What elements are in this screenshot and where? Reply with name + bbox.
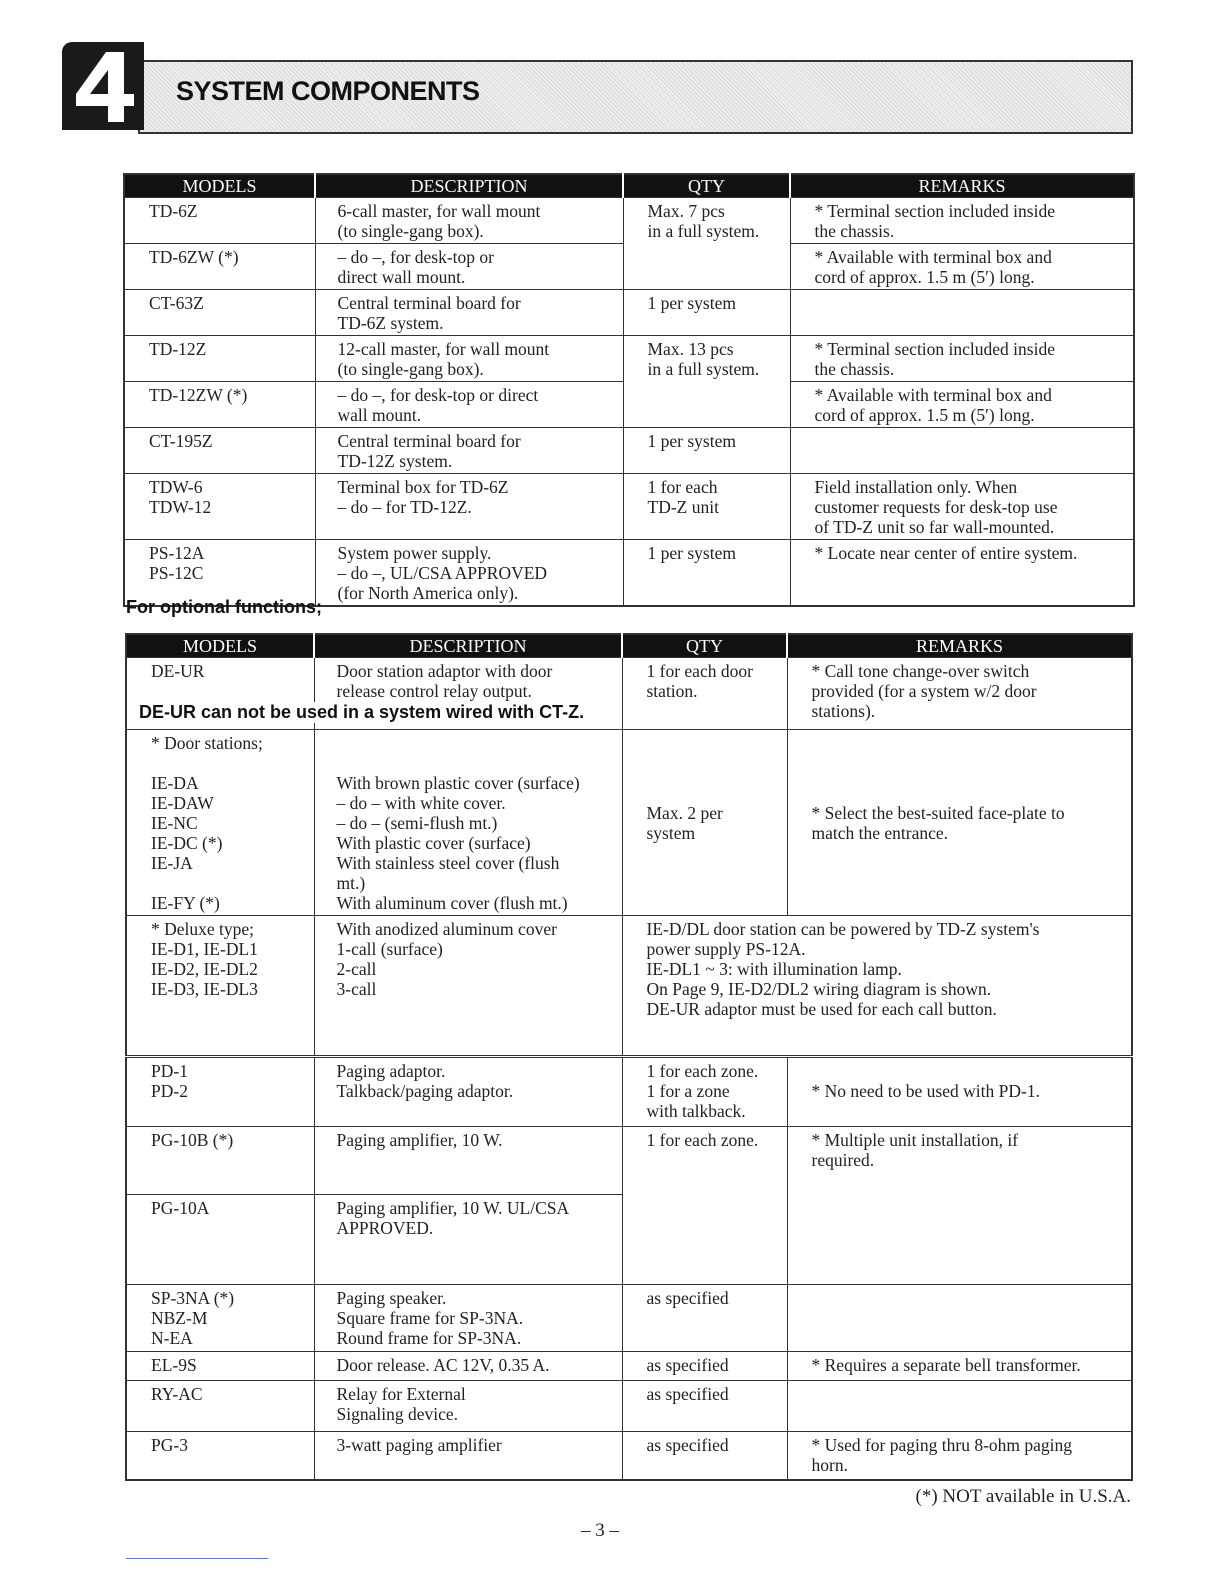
model-cell: TDW-6 TDW-12 — [124, 474, 315, 540]
remarks-cell — [787, 1381, 1132, 1432]
de-ur-warning: DE-UR can not be used in a system wired with CT-Z. — [139, 702, 585, 722]
qty-cell: 1 for each zone. 1 for a zone with talkback. — [622, 1057, 787, 1127]
section-number-glyph — [62, 42, 144, 130]
description-cell: Door release. AC 12V, 0.35 A. — [314, 1352, 622, 1381]
qty-cell: as specified — [622, 1381, 787, 1432]
table-row — [126, 1432, 1132, 1480]
description-cell: – do –, for desk-top or direct wall mount. — [315, 244, 623, 290]
section-number-badge — [62, 42, 144, 130]
model-cell: SP-3NA (*) NBZ-M N-EA — [126, 1285, 314, 1352]
model-cell: CT-195Z — [124, 428, 315, 474]
qty-cell: as specified — [622, 1432, 787, 1480]
page-number: – 3 – — [581, 1520, 619, 1541]
description-cell: Door station adaptor with door release control relay output. — [314, 658, 622, 730]
remarks-cell: * Call tone change-over switch provided (for a system w/2 door stations). — [787, 658, 1132, 730]
model-cell: EL-9S — [126, 1352, 314, 1381]
description-cell: Paging amplifier, 10 W. — [314, 1127, 622, 1195]
model-cell: * Deluxe type; IE-D1, IE-DL1 IE-D2, IE-DL2 IE-D3, IE-DL3 — [126, 916, 314, 1057]
remarks-cell: * No need to be used with PD-1. — [787, 1057, 1132, 1127]
qty-cell: 1 for each TD-Z unit — [623, 474, 790, 540]
col-header-description: DESCRIPTION — [314, 634, 622, 658]
qty-cell: 1 per system — [623, 540, 790, 607]
remarks-cell: * Available with terminal box and cord of approx. 1.5 m (5′) long. — [790, 244, 1134, 290]
remarks-cell: * Terminal section included inside the chassis. — [790, 198, 1134, 244]
remarks-cell: * Terminal section included inside the chassis. — [790, 336, 1134, 382]
col-header-description: DESCRIPTION — [315, 174, 623, 198]
remarks-cell — [787, 1285, 1132, 1352]
qty-cell: 1 for each door station. — [622, 658, 787, 730]
table-row — [124, 474, 1134, 540]
table-row — [126, 1285, 1132, 1352]
description-cell: Paging adaptor. Talkback/paging adaptor. — [314, 1057, 622, 1127]
description-cell: With anodized aluminum cover 1-call (surface) 2-call 3-call — [314, 916, 622, 1057]
remarks-cell: * Multiple unit installation, if required. — [787, 1127, 1132, 1285]
description-cell: Central terminal board for TD-12Z system. — [315, 428, 623, 474]
col-header-qty: QTY — [623, 174, 790, 198]
table-row — [124, 290, 1134, 336]
qty-cell: as specified — [622, 1352, 787, 1381]
col-header-models: MODELS — [124, 174, 315, 198]
table-row — [126, 1127, 1132, 1195]
table-row — [126, 1352, 1132, 1381]
description-cell: With brown plastic cover (surface) – do – with white cover. – do – (semi-flush mt.) With plastic cover (surface) With stainless steel cover (flush mt.) With aluminum cover (flush mt.) — [314, 730, 622, 916]
model-cell: RY-AC — [126, 1381, 314, 1432]
table-row — [126, 730, 1132, 916]
description-cell: Paging speaker. Square frame for SP-3NA. Round frame for SP-3NA. — [314, 1285, 622, 1352]
model-cell: TD-12ZW (*) — [124, 382, 315, 428]
qty-cell: as specified — [622, 1285, 787, 1352]
description-cell: – do –, for desk-top or direct wall mount. — [315, 382, 623, 428]
description-cell: Relay for External Signaling device. — [314, 1381, 622, 1432]
qty-cell: 1 per system — [623, 428, 790, 474]
table-row — [124, 428, 1134, 474]
col-header-models: MODELS — [126, 634, 314, 658]
model-cell: PG-10B (*) — [126, 1127, 314, 1195]
table-row — [124, 198, 1134, 244]
table-header-row — [126, 634, 1132, 658]
remarks-cell — [790, 428, 1134, 474]
table-row — [126, 1381, 1132, 1432]
col-header-remarks: REMARKS — [790, 174, 1134, 198]
table-row — [124, 336, 1134, 382]
table-row — [126, 1057, 1132, 1127]
section-title: SYSTEM COMPONENTS — [176, 76, 480, 106]
model-cell: TD-6Z — [124, 198, 315, 244]
model-cell: PG-10A — [126, 1195, 314, 1285]
description-cell: 3-watt paging amplifier — [314, 1432, 622, 1480]
description-cell: 6-call master, for wall mount (to single-gang box). — [315, 198, 623, 244]
model-cell: * Door stations; IE-DA IE-DAW IE-NC IE-DC (*) IE-JA IE-FY (*) — [126, 730, 314, 916]
qty-cell: 1 per system — [623, 290, 790, 336]
remarks-cell: * Select the best-suited face-plate to match the entrance. — [787, 730, 1132, 916]
remarks-cell — [790, 290, 1134, 336]
optional-components-table — [125, 633, 1133, 1481]
optional-functions-label: For optional functions; — [126, 597, 322, 617]
model-cell: TD-6ZW (*) — [124, 244, 315, 290]
col-header-qty: QTY — [622, 634, 787, 658]
table-row — [126, 916, 1132, 1057]
remarks-cell: * Used for paging thru 8-ohm paging horn. — [787, 1432, 1132, 1480]
model-cell: CT-63Z — [124, 290, 315, 336]
remarks-cell: * Requires a separate bell transformer. — [787, 1352, 1132, 1381]
description-cell: 12-call master, for wall mount (to single-gang box). — [315, 336, 623, 382]
col-header-remarks: REMARKS — [787, 634, 1132, 658]
description-cell: System power supply. – do –, UL/CSA APPROVED (for North America only). — [315, 540, 623, 607]
remarks-cell: Field installation only. When customer requests for desk-top use of TD-Z unit so far wall-mounted. — [790, 474, 1134, 540]
description-cell: Paging amplifier, 10 W. UL/CSA APPROVED. — [314, 1195, 622, 1285]
model-cell: PD-1 PD-2 — [126, 1057, 314, 1127]
description-cell: Central terminal board for TD-6Z system. — [315, 290, 623, 336]
footer-rule — [126, 1558, 268, 1559]
deluxe-note-cell: IE-D/DL door station can be powered by TD-Z system's power supply PS-12A. IE-DL1 ~ 3: with illumination lamp. On Page 9, IE-D2/DL2 wiring diagram is shown. DE-UR adaptor must be used for each call button. — [622, 916, 1132, 1057]
table-header-row — [124, 174, 1134, 198]
qty-cell: Max. 2 per system — [622, 730, 787, 916]
remarks-cell: * Locate near center of entire system. — [790, 540, 1134, 607]
footnote: (*) NOT available in U.S.A. — [915, 1486, 1131, 1507]
qty-cell: Max. 7 pcs in a full system. — [623, 198, 790, 290]
main-components-table — [123, 173, 1135, 607]
model-cell: DE-UR — [126, 658, 314, 730]
model-cell: PG-3 — [126, 1432, 314, 1480]
model-cell: TD-12Z — [124, 336, 315, 382]
qty-cell: 1 for each zone. — [622, 1127, 787, 1285]
qty-cell: Max. 13 pcs in a full system. — [623, 336, 790, 428]
description-cell: Terminal box for TD-6Z – do – for TD-12Z. — [315, 474, 623, 540]
model-cell: PS-12A PS-12C — [124, 540, 315, 607]
remarks-cell: * Available with terminal box and cord of approx. 1.5 m (5′) long. — [790, 382, 1134, 428]
